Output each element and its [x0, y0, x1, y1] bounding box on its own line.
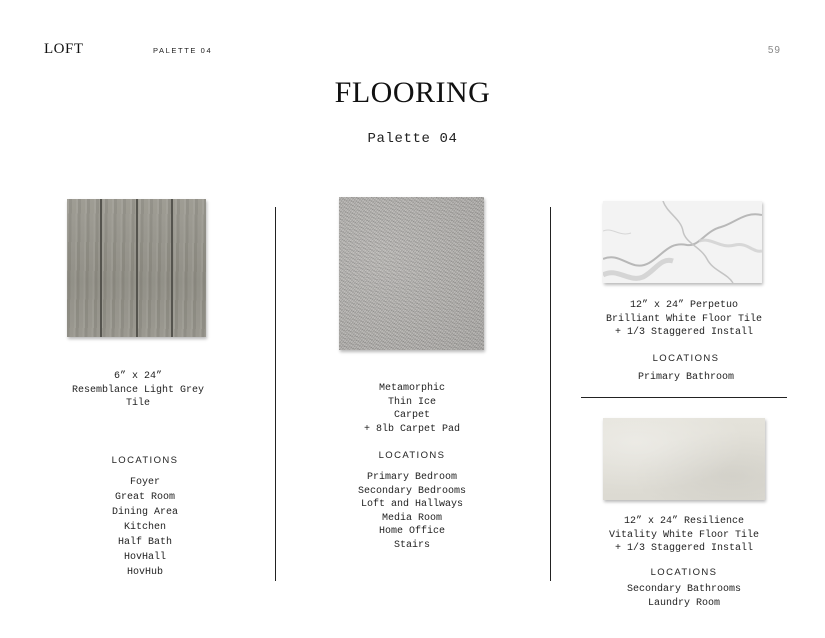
wood-tile-swatch [67, 199, 206, 337]
material-spec: 12” x 24” Perpetuo Brilliant White Floor Tile + 1/3 Staggered Install [605, 300, 763, 338]
location-item: Dining Area [111, 507, 178, 518]
locations-list [65, 475, 225, 580]
locations-heading: LOCATIONS [111, 455, 179, 466]
location-item: Secondary Bathrooms [626, 584, 742, 595]
page-subtitle: Palette 04 [367, 131, 458, 147]
palette-label: PALETTE 04 [153, 46, 213, 55]
location-item: Home Office [378, 526, 445, 538]
location-item: Half Bath [117, 537, 172, 548]
brand-logo: LOFT [44, 41, 84, 57]
location-item: Kitchen [123, 522, 166, 533]
column-divider-left [275, 207, 276, 581]
location-item: Primary Bedroom [366, 472, 457, 483]
material-spec: Metamorphic Thin Ice Carpet + 8lb Carpet Pad [363, 383, 460, 435]
location-item: HovHub [126, 567, 163, 578]
location-item: Stairs [393, 539, 430, 551]
location-item: Foyer [129, 477, 160, 488]
row-divider-right [581, 397, 787, 398]
locations-heading: LOCATIONS [650, 567, 718, 578]
column-divider-right [550, 207, 551, 581]
locations-heading: LOCATIONS [378, 450, 446, 461]
marble-tile-swatch [603, 201, 762, 283]
location-item: HovHall [123, 552, 166, 563]
locations-list [606, 370, 766, 385]
page-number: 59 [767, 45, 781, 56]
page-title: FLOORING [334, 76, 491, 109]
locations-heading: LOCATIONS [652, 353, 720, 364]
location-item: Media Room [381, 512, 442, 524]
locations-list [604, 583, 764, 610]
location-item: Primary Bathroom [637, 372, 734, 383]
marble-veining [603, 201, 762, 283]
location-item: Loft and Hallways [360, 499, 464, 511]
material-spec: 6” x 24” Resemblance Light Grey Tile [71, 371, 205, 409]
location-item: Great Room [114, 492, 175, 503]
stone-tile-swatch [603, 418, 765, 500]
location-item: Secondary Bedrooms [357, 485, 467, 497]
location-item: Laundry Room [647, 597, 720, 609]
locations-list [332, 471, 492, 553]
material-spec: 12” x 24” Resilience Vitality White Floor Tile + 1/3 Staggered Install [608, 516, 760, 554]
carpet-swatch [339, 197, 484, 350]
